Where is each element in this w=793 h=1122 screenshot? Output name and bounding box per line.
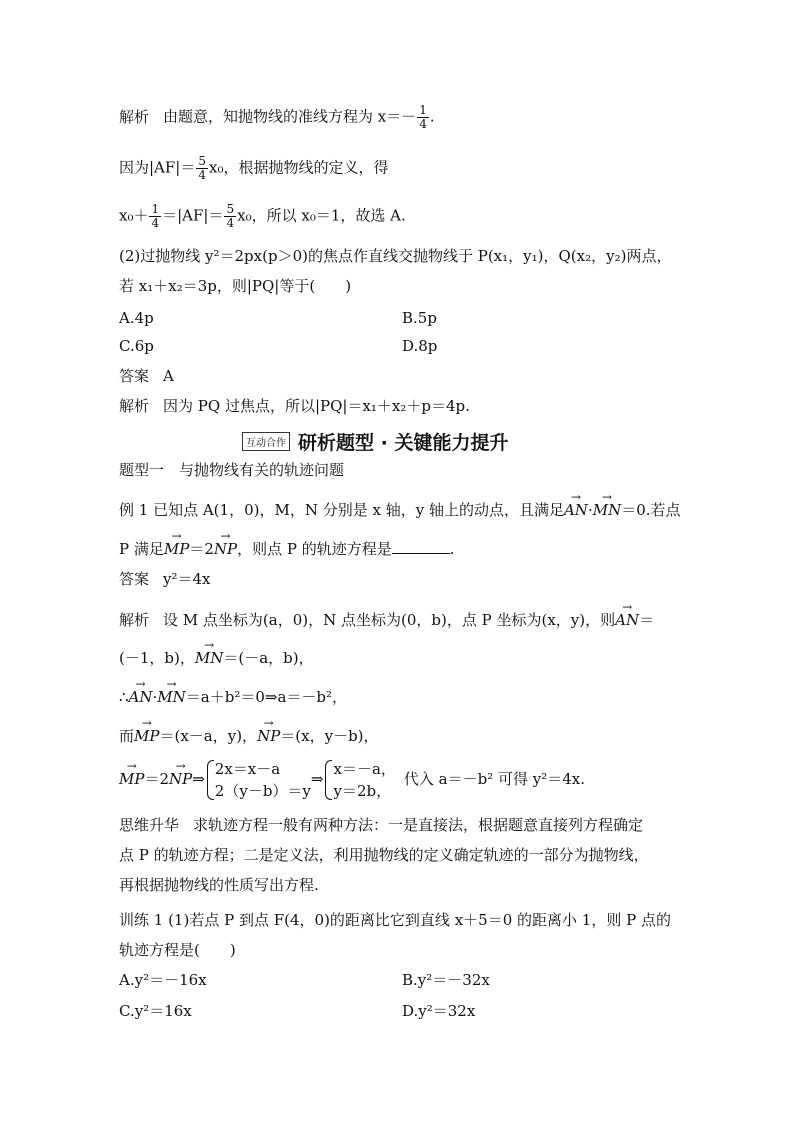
solution-line-pq: 解析 因为 PQ 过焦点，所以|PQ|＝x₁＋x₂＋p＝4p. xyxy=(119,397,470,415)
solution-example-line-1: 解析 设 M 点坐标为(a，0)，N 点坐标为(0，b)，点 P 坐标为(x，y)，则→ AN＝ xyxy=(119,610,654,630)
equation-system: x＝－a， y＝2b， xyxy=(323,758,395,802)
fraction: $\frac{5}{4}$ xyxy=(226,202,235,230)
fraction: $\frac{1}{4}$ xyxy=(151,202,160,230)
thinking-line-2: 点 P 的轨迹方程；二是定义法，利用抛物线的定义确定轨迹的一部分为抛物线， xyxy=(119,846,649,864)
option-c: C.y²＝16x xyxy=(119,1002,192,1020)
thinking-line-1: 思维升华 求轨迹方程一般有两种方法：一是直接法，根据题意直接列方程确定 xyxy=(119,816,644,834)
question-2-line-2: 若 x₁＋x₂＝3p，则|PQ|等于( ) xyxy=(119,277,352,295)
vector: → MP xyxy=(134,726,159,746)
solution-example-line-4: 而→ MP＝(x－a，y)，→ NP＝(x，y－b)， xyxy=(119,726,379,746)
example-line-1: 例 1 已知点 A(1，0)，M，N 分别是 x 轴，y 轴上的动点，且满足→ AN·→ MN＝0.若点 xyxy=(119,500,681,520)
vector: → AN xyxy=(129,687,153,707)
training-line-1: 训练 1 (1)若点 P 到点 F(4，0)的距离比它到直线 x＋5＝0 的距离小 1，则 P 点的 xyxy=(119,911,671,929)
vector: → MP xyxy=(164,539,189,559)
solution-line-af: 因为|AF|＝ $\frac{5}{4}$ x₀，根据抛物线的定义，得 xyxy=(119,154,389,182)
option-c: C.6p xyxy=(119,337,154,355)
answer-line-example: 答案 y²＝4x xyxy=(119,570,211,588)
solution-line-x0: x₀＋ $\frac{1}{4}$ ＝|AF|＝ $\frac{5}{4}$ x₀，所以 x₀＝1，故选 A. xyxy=(119,202,406,230)
vector: → NP xyxy=(214,539,237,559)
vector: → NP xyxy=(257,726,280,746)
section-badge: 互动合作 xyxy=(242,432,290,451)
vector: → AN xyxy=(615,610,639,630)
fraction: $\frac{1}{4}$ xyxy=(419,103,427,131)
vector: → MN xyxy=(157,687,185,707)
option-b: B.5p xyxy=(402,309,437,327)
vector: → MN xyxy=(593,500,621,520)
answer-line: 答案 A xyxy=(119,367,174,385)
answer-blank xyxy=(392,539,450,554)
vector: → NP xyxy=(169,768,192,790)
option-a: A.4p xyxy=(119,309,154,327)
fraction: $\frac{5}{4}$ xyxy=(198,154,206,182)
solution-line-directrix: 解析 由题意，知抛物线的准线方程为 x＝－ $\frac{1}{4}$ . xyxy=(119,103,435,131)
option-d: D.8p xyxy=(402,337,438,355)
thinking-line-3: 再根据抛物线的性质写出方程. xyxy=(119,876,319,894)
vector: → MP xyxy=(119,768,144,790)
question-2-line-1: (2)过抛物线 y²＝2px(p＞0)的焦点作直线交抛物线于 P(x₁，y₁)，Q(x₂，y₂)两点， xyxy=(119,247,672,265)
type-heading: 题型一 与抛物线有关的轨迹问题 xyxy=(119,461,345,479)
option-b: B.y²＝－32x xyxy=(402,971,490,989)
vector: → AN xyxy=(564,500,588,520)
example-line-2: P 满足→ MP＝2→ NP，则点 P 的轨迹方程是 . xyxy=(119,539,455,559)
solution-example-line-5: → MP＝2→ NP⇒ 2x＝x－a 2（y－b）＝y ⇒ x＝－a， y＝2b， 代入 a＝－b² 可得 y²＝4x. xyxy=(119,758,585,802)
section-title: 研析题型 · 关键能力提升 xyxy=(298,432,509,454)
solution-example-line-2: (－1，b)，→ MN＝(－a，b)， xyxy=(119,648,314,668)
section-heading xyxy=(242,428,508,455)
option-a: A.y²＝－16x xyxy=(119,971,207,989)
option-d: D.y²＝32x xyxy=(402,1002,476,1020)
vector: → MN xyxy=(195,648,223,668)
training-line-2: 轨迹方程是( ) xyxy=(119,941,236,959)
equation-system: 2x＝x－a 2（y－b）＝y xyxy=(205,758,311,802)
solution-example-line-3: ∴→ AN·→ MN＝a＋b²＝0⇒a＝－b²， xyxy=(119,687,347,707)
